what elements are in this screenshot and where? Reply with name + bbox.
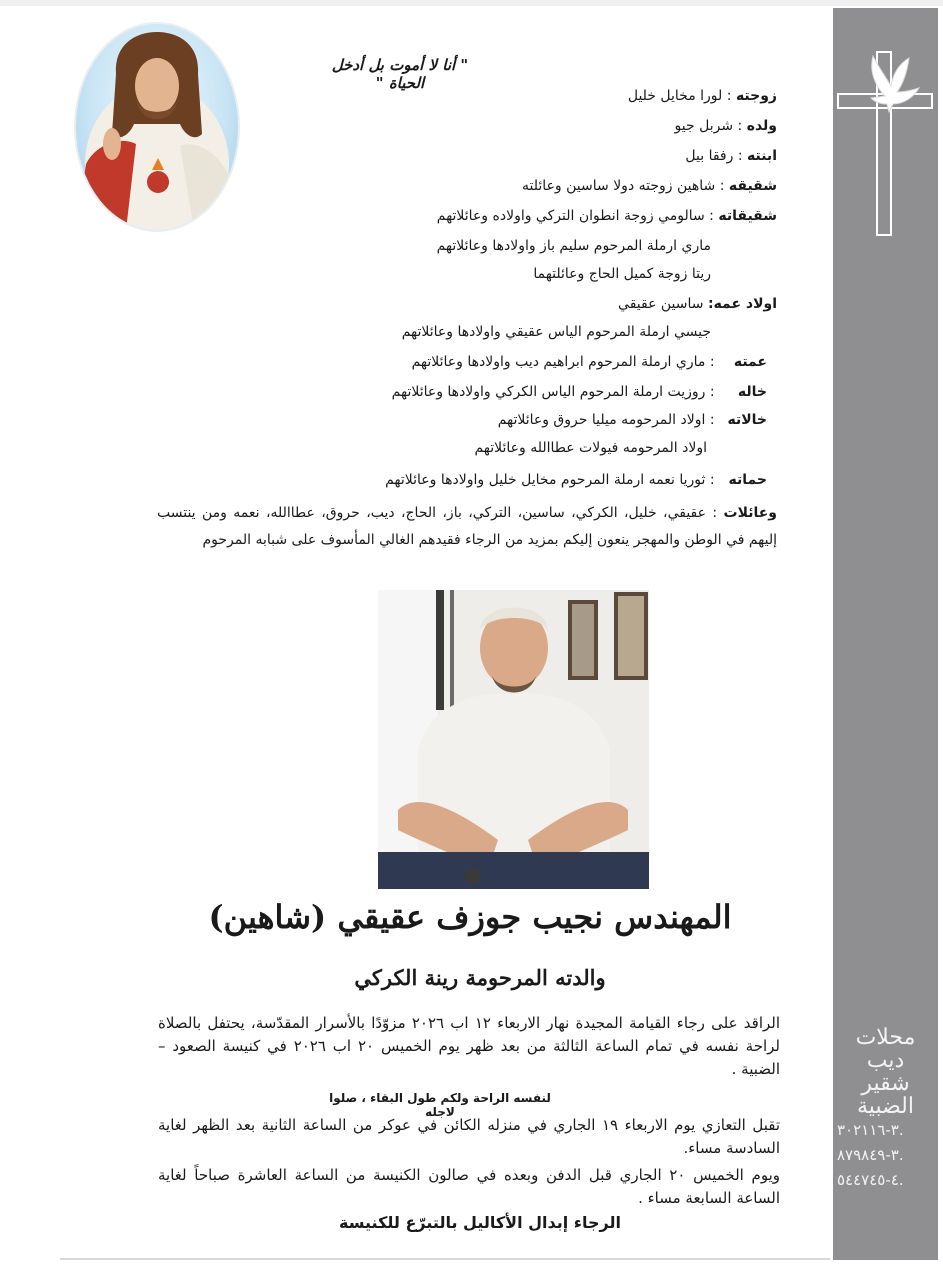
relative-label: زوجته [735,88,777,104]
mother-line: والدته المرحومة رينة الكركي [354,965,606,990]
relative-label: خالاته [727,412,767,428]
relative-row [412,354,767,370]
sacred-heart-portrait [74,22,240,232]
relative-value: : لورا مخايل خليل [627,88,732,104]
relative-value: : سالومي زوجة انطوان التركي واولاده وعائلاتهم [436,208,714,224]
page-bottom-edge [60,1258,830,1260]
quote: " أنا لا أموت بل أدخل الحياة " [331,56,469,92]
relative-row [392,384,767,400]
relative-row [498,412,767,428]
phone-number: .٤-٥٤٤٧٤٥ [837,1171,904,1189]
families-paragraph [157,500,777,554]
relative-row [402,324,711,340]
closing-line: الرجاء إبدال الأكاليل بالتبرّع للكنيسة [339,1213,621,1232]
families-text: : عقيقي، خليل، الكركي، ساسين، التركي، باز، الحاج، ديب، حروق، عطاالله، نعمه ومن ينتسب إليهم في الوطن والمهجر ينعون إليكم بمزيد من الرجاء فقيدهم الغالي المأسوف على شبابه المرحوم [157,505,777,548]
relative-label: حماته [728,472,767,488]
relative-value: ساسين عقيقي [618,296,704,312]
phone-number: .٣-٨٧٩٨٤٩ [837,1146,904,1164]
relative-row [437,208,777,224]
relative-row [385,472,767,488]
relative-label: خاله [737,384,767,400]
relative-value: ريتا زوجة كميل الحاج وعائلتهما [533,266,711,282]
funeral-details: الراقد على رجاء القيامة المجيدة نهار الاربعاء ١٢ اب ٢٠٢٦ مزوّدًا بالأسرار المقدّسة، يحتفل بالصلاة لراحة نفسه في تمام الساعة الثالثة من بعد ظهر يوم الخميس ٢٠ اب ٢٠٢٦ في كنيسة الصعود – الضبية . [158,1014,780,1078]
condolences-home: تقبل التعازي يوم الاربعاء ١٩ الجاري في منزله الكائن في عوكر من الساعة الثانية بعد الظهر لغاية السادسة مساء. [158,1116,780,1157]
relative-row [618,296,777,312]
relative-label: اولاد عمه: [707,296,777,312]
relative-value: : رفقا بيل [685,148,743,164]
families-label: وعائلات [723,505,777,521]
funeral-home-info [833,1026,938,1193]
relative-value: : روزيت ارملة المرحوم الياس الكركي واولادها وعائلاتهم [391,384,715,400]
phone-number: .٣-٣٠٢١١٦ [837,1121,904,1139]
relative-value: : شاهين زوجته دولا ساسين وعائلته [522,178,725,194]
relative-value: جيسي ارملة المرحوم الياس عقيقي واولادها وعائلاتهم [401,324,711,340]
relative-value: ماري ارملة المرحوم سليم باز واولادها وعائلاتهم [436,238,711,254]
shop-name-line: ديب [866,1048,905,1073]
condolences-church: ويوم الخميس ٢٠ الجاري قبل الدفن وبعده في صالون الكنيسة من الساعة العاشرة صباحاً لغاية الساعة السابعة مساء . [158,1166,780,1207]
relative-value: : ثوريا نعمه ارملة المرحوم مخايل خليل واولادها وعائلاتهم [385,472,715,488]
funeral-home-sidebar [833,8,938,1260]
relative-value: : ماري ارملة المرحوم ابراهيم ديب واولادها وعائلاتهم [411,354,715,370]
dove-icon [855,46,925,136]
shop-location: الضبية [857,1094,914,1119]
prayer-line: لنفسه الراحة ولكم طول البقاء ، صلوا لاجله [329,1091,551,1119]
relative-row [474,440,707,456]
deceased-name: المهندس نجيب جوزف عقيقي (شاهين) [208,898,732,936]
relative-row [533,266,711,282]
relative-label: شقيقه [728,178,777,194]
shop-name-line: شقير [861,1071,910,1096]
relative-value: : اولاد المرحومه ميليا حروق وعائلاتهم [497,412,715,428]
page-top-edge [0,0,943,6]
relative-row [522,178,777,194]
relative-value: اولاد المرحومه فيولات عطاالله وعائلاتهم [474,440,707,456]
deceased-photo [378,590,649,889]
relative-value: : شربل جيو [674,118,743,134]
relative-row [628,88,777,104]
relative-label: ولده [746,118,777,134]
relative-row [685,148,777,164]
relative-row [437,238,711,254]
relative-label: شقيقاته [718,208,777,224]
relative-row [675,118,777,134]
relative-label: عمته [733,354,767,370]
shop-name-line: محلات [855,1025,916,1050]
relative-label: ابنته [747,148,777,164]
